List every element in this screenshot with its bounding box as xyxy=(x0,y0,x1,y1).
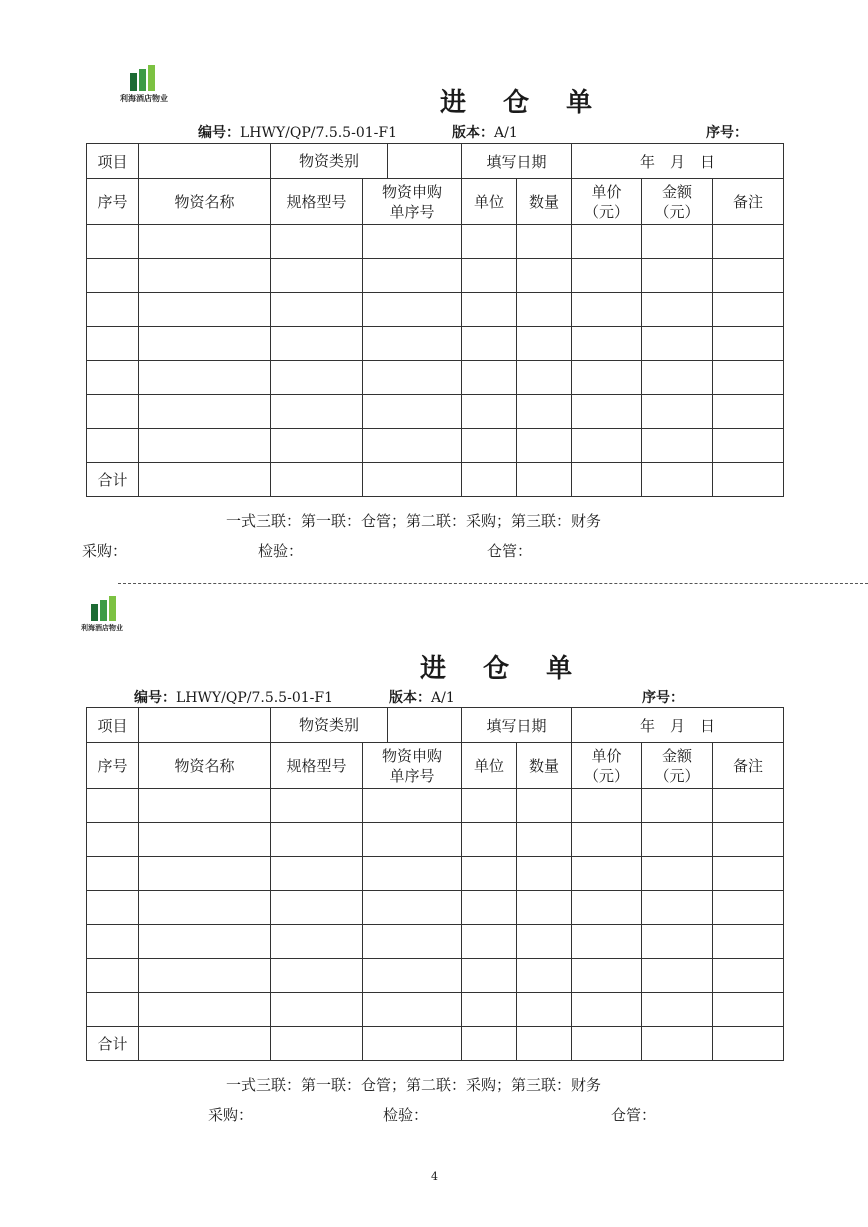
version xyxy=(452,122,518,142)
table-cell[interactable] xyxy=(271,891,363,925)
col-price xyxy=(572,743,642,789)
table-cell[interactable] xyxy=(462,361,517,395)
table-cell[interactable] xyxy=(713,789,784,823)
table-cell[interactable] xyxy=(462,429,517,463)
col-qty: 数量 xyxy=(517,179,572,225)
code-value: LHWY/QP/7.5.5-01-F1 xyxy=(240,125,397,141)
table-cell[interactable] xyxy=(713,823,784,857)
table-row xyxy=(87,993,784,1027)
table-cell[interactable] xyxy=(139,891,271,925)
table-cell[interactable] xyxy=(462,959,517,993)
code-value: LHWY/QP/7.5.5-01-F1 xyxy=(176,690,333,706)
col-unit: 单位 xyxy=(462,179,517,225)
table-cell[interactable] xyxy=(517,925,572,959)
table-cell[interactable] xyxy=(572,959,642,993)
date-label: 填写日期 xyxy=(462,708,572,743)
table-cell[interactable] xyxy=(363,395,462,429)
table-cell[interactable] xyxy=(462,891,517,925)
table-cell[interactable] xyxy=(271,959,363,993)
company-logo xyxy=(80,596,150,636)
version-value: A/1 xyxy=(494,125,518,141)
col-spec: 规格型号 xyxy=(271,743,363,789)
col-requisition-line1: 物资申购 xyxy=(381,746,442,765)
logo-text: 利海酒店物业 xyxy=(81,624,123,632)
table-cell[interactable] xyxy=(713,925,784,959)
total-cell[interactable] xyxy=(139,463,271,497)
col-requisition-line2: 单序号 xyxy=(389,202,435,221)
table-cell[interactable] xyxy=(271,925,363,959)
table-cell[interactable] xyxy=(87,429,139,463)
table-cell[interactable] xyxy=(363,327,462,361)
table-cell[interactable] xyxy=(572,259,642,293)
table-cell[interactable] xyxy=(462,225,517,259)
code-label: 编号： xyxy=(134,690,176,706)
col-requisition-line2: 单序号 xyxy=(389,766,435,785)
table-cell[interactable] xyxy=(271,259,363,293)
table-row xyxy=(87,327,784,361)
table-cell[interactable] xyxy=(462,327,517,361)
table-cell[interactable] xyxy=(517,293,572,327)
table-cell[interactable] xyxy=(572,327,642,361)
table-cell[interactable] xyxy=(271,225,363,259)
table-cell[interactable] xyxy=(363,429,462,463)
col-amount-line1: 金额 xyxy=(662,182,693,201)
total-label: 合计 xyxy=(87,463,139,497)
table-row xyxy=(87,293,784,327)
table-row xyxy=(87,789,784,823)
table-cell[interactable] xyxy=(642,823,713,857)
table-row xyxy=(87,429,784,463)
table-body xyxy=(87,225,784,463)
receipt-table xyxy=(86,143,784,497)
sign-purchase: 采购： xyxy=(82,542,128,560)
table-cell[interactable] xyxy=(572,395,642,429)
col-unit: 单位 xyxy=(462,743,517,789)
col-name: 物资名称 xyxy=(139,743,271,789)
copies-note: 一式三联：第一联：仓管；第二联：采购；第三联：财务 xyxy=(226,1076,602,1094)
table-cell[interactable] xyxy=(271,293,363,327)
col-price-line1: 单价 xyxy=(591,182,622,201)
col-remark: 备注 xyxy=(713,179,784,225)
table-cell[interactable] xyxy=(713,327,784,361)
table-cell[interactable] xyxy=(642,429,713,463)
col-price-line2: （元） xyxy=(584,202,630,221)
table-cell[interactable] xyxy=(517,395,572,429)
version-label: 版本： xyxy=(452,125,494,141)
table-cell[interactable] xyxy=(363,789,462,823)
col-amount-line2: （元） xyxy=(654,766,700,785)
table-cell[interactable] xyxy=(87,789,139,823)
serial-label: 序号： xyxy=(706,125,748,141)
table-row xyxy=(87,857,784,891)
table-cell[interactable] xyxy=(363,293,462,327)
table-cell[interactable] xyxy=(642,891,713,925)
table-cell[interactable] xyxy=(462,993,517,1027)
page-number: 4 xyxy=(431,1170,438,1183)
table-cell[interactable] xyxy=(139,327,271,361)
table-cell[interactable] xyxy=(139,925,271,959)
table-cell[interactable] xyxy=(713,429,784,463)
total-cell[interactable] xyxy=(572,463,642,497)
date-label: 填写日期 xyxy=(462,144,572,179)
form-title: 进 仓 单 xyxy=(440,88,607,118)
sign-warehouse: 仓管： xyxy=(611,1106,657,1124)
table-cell[interactable] xyxy=(572,361,642,395)
table-cell[interactable] xyxy=(139,993,271,1027)
table-cell[interactable] xyxy=(572,293,642,327)
table-cell[interactable] xyxy=(87,993,139,1027)
total-cell[interactable] xyxy=(713,1027,784,1061)
serial xyxy=(642,687,684,707)
table-cell[interactable] xyxy=(363,259,462,293)
table-cell[interactable] xyxy=(517,327,572,361)
table-cell[interactable] xyxy=(642,225,713,259)
version-value: A/1 xyxy=(431,690,455,706)
table-cell[interactable] xyxy=(139,959,271,993)
table-cell[interactable] xyxy=(271,993,363,1027)
table-cell[interactable] xyxy=(572,823,642,857)
table-row xyxy=(87,891,784,925)
version xyxy=(389,687,455,707)
table-row xyxy=(87,225,784,259)
serial xyxy=(706,122,748,142)
table-cell[interactable] xyxy=(642,361,713,395)
table-cell[interactable] xyxy=(139,259,271,293)
table-cell[interactable] xyxy=(87,959,139,993)
table-cell[interactable] xyxy=(363,891,462,925)
table-cell[interactable] xyxy=(517,259,572,293)
version-label: 版本： xyxy=(389,690,431,706)
total-cell[interactable] xyxy=(271,1027,363,1061)
logo-text: 利海酒店物业 xyxy=(120,94,168,103)
sign-warehouse: 仓管： xyxy=(487,542,533,560)
table-cell[interactable] xyxy=(713,857,784,891)
table-cell[interactable] xyxy=(363,993,462,1027)
category-cell xyxy=(271,144,462,179)
form-title: 进 仓 单 xyxy=(420,654,587,684)
table-cell[interactable] xyxy=(713,993,784,1027)
table-cell[interactable] xyxy=(713,959,784,993)
table-cell[interactable] xyxy=(363,959,462,993)
table-row xyxy=(87,925,784,959)
table-cell[interactable] xyxy=(462,789,517,823)
table-cell[interactable] xyxy=(642,259,713,293)
table-row xyxy=(87,959,784,993)
col-seq: 序号 xyxy=(87,179,139,225)
item-input[interactable] xyxy=(139,708,271,743)
category-input[interactable] xyxy=(388,708,461,742)
table-cell[interactable] xyxy=(517,225,572,259)
sign-purchase: 采购： xyxy=(208,1106,254,1124)
table-cell[interactable] xyxy=(642,327,713,361)
item-label: 项目 xyxy=(87,708,139,743)
company-logo xyxy=(118,64,188,104)
table-cell[interactable] xyxy=(642,789,713,823)
table-cell[interactable] xyxy=(462,857,517,891)
table-cell[interactable] xyxy=(462,259,517,293)
table-cell[interactable] xyxy=(572,225,642,259)
table-cell[interactable] xyxy=(139,395,271,429)
col-amount xyxy=(642,743,713,789)
table-cell[interactable] xyxy=(87,857,139,891)
table-cell[interactable] xyxy=(87,327,139,361)
table-cell[interactable] xyxy=(713,395,784,429)
table-cell[interactable] xyxy=(87,395,139,429)
table-row xyxy=(87,395,784,429)
cut-line xyxy=(118,583,868,584)
table-cell[interactable] xyxy=(139,293,271,327)
total-cell[interactable] xyxy=(139,1027,271,1061)
table-cell[interactable] xyxy=(462,395,517,429)
table-cell[interactable] xyxy=(363,361,462,395)
table-cell[interactable] xyxy=(517,429,572,463)
table-cell[interactable] xyxy=(572,857,642,891)
date-value[interactable]: 年 月 日 xyxy=(572,144,784,179)
copies-note: 一式三联：第一联：仓管；第二联：采购；第三联：财务 xyxy=(226,512,602,530)
col-spec: 规格型号 xyxy=(271,179,363,225)
table-cell[interactable] xyxy=(713,891,784,925)
sign-inspect: 检验： xyxy=(383,1106,429,1124)
table-cell[interactable] xyxy=(271,789,363,823)
table-cell[interactable] xyxy=(87,259,139,293)
col-price xyxy=(572,179,642,225)
table-cell[interactable] xyxy=(139,857,271,891)
table-cell[interactable] xyxy=(363,857,462,891)
total-cell[interactable] xyxy=(462,1027,517,1061)
category-input[interactable] xyxy=(388,144,461,178)
category-label: 物资类别 xyxy=(271,708,388,742)
table-cell[interactable] xyxy=(363,225,462,259)
col-amount xyxy=(642,179,713,225)
form-meta-row xyxy=(198,122,397,142)
table-cell[interactable] xyxy=(642,993,713,1027)
table-cell[interactable] xyxy=(572,993,642,1027)
table-cell[interactable] xyxy=(139,429,271,463)
item-input[interactable] xyxy=(139,144,271,179)
category-cell xyxy=(271,708,462,743)
table-cell[interactable] xyxy=(139,225,271,259)
table-cell[interactable] xyxy=(713,361,784,395)
total-cell[interactable] xyxy=(572,1027,642,1061)
col-price-line1: 单价 xyxy=(591,746,622,765)
table-cell[interactable] xyxy=(271,395,363,429)
col-qty: 数量 xyxy=(517,743,572,789)
total-cell[interactable] xyxy=(642,1027,713,1061)
table-cell[interactable] xyxy=(642,857,713,891)
date-value[interactable]: 年 月 日 xyxy=(572,708,784,743)
table-row xyxy=(87,823,784,857)
col-requisition xyxy=(363,743,462,789)
receipt-table xyxy=(86,707,784,1061)
table-cell[interactable] xyxy=(87,823,139,857)
total-label: 合计 xyxy=(87,1027,139,1061)
code-label: 编号： xyxy=(198,125,240,141)
table-cell[interactable] xyxy=(462,293,517,327)
col-requisition xyxy=(363,179,462,225)
table-cell[interactable] xyxy=(572,789,642,823)
table-cell[interactable] xyxy=(139,361,271,395)
table-cell[interactable] xyxy=(87,225,139,259)
table-cell[interactable] xyxy=(87,891,139,925)
table-cell[interactable] xyxy=(517,823,572,857)
table-cell[interactable] xyxy=(517,891,572,925)
col-requisition-line1: 物资申购 xyxy=(381,182,442,201)
table-cell[interactable] xyxy=(517,361,572,395)
table-cell[interactable] xyxy=(271,823,363,857)
table-cell[interactable] xyxy=(139,823,271,857)
table-cell[interactable] xyxy=(87,925,139,959)
table-cell[interactable] xyxy=(271,361,363,395)
item-label: 项目 xyxy=(87,144,139,179)
table-cell[interactable] xyxy=(462,925,517,959)
table-body xyxy=(87,789,784,1027)
table-cell[interactable] xyxy=(517,959,572,993)
table-cell[interactable] xyxy=(139,789,271,823)
col-seq: 序号 xyxy=(87,743,139,789)
table-cell[interactable] xyxy=(517,789,572,823)
table-row xyxy=(87,259,784,293)
col-amount-line1: 金额 xyxy=(662,746,693,765)
table-cell[interactable] xyxy=(642,959,713,993)
col-remark: 备注 xyxy=(713,743,784,789)
total-cell[interactable] xyxy=(363,463,462,497)
table-cell[interactable] xyxy=(462,823,517,857)
col-price-line2: （元） xyxy=(584,766,630,785)
table-cell[interactable] xyxy=(517,993,572,1027)
table-cell[interactable] xyxy=(642,395,713,429)
total-cell[interactable] xyxy=(517,1027,572,1061)
total-cell[interactable] xyxy=(363,1027,462,1061)
serial-label: 序号： xyxy=(642,690,684,706)
total-cell[interactable] xyxy=(517,463,572,497)
total-cell[interactable] xyxy=(271,463,363,497)
table-cell[interactable] xyxy=(713,293,784,327)
sign-inspect: 检验： xyxy=(258,542,304,560)
table-cell[interactable] xyxy=(572,925,642,959)
table-cell[interactable] xyxy=(87,361,139,395)
table-row xyxy=(87,361,784,395)
table-cell[interactable] xyxy=(517,857,572,891)
category-label: 物资类别 xyxy=(271,144,388,178)
table-cell[interactable] xyxy=(713,259,784,293)
table-cell[interactable] xyxy=(572,891,642,925)
col-name: 物资名称 xyxy=(139,179,271,225)
table-cell[interactable] xyxy=(87,293,139,327)
table-cell[interactable] xyxy=(363,823,462,857)
table-cell[interactable] xyxy=(572,429,642,463)
table-cell[interactable] xyxy=(642,925,713,959)
form-meta-row xyxy=(134,687,333,707)
table-cell[interactable] xyxy=(713,225,784,259)
table-cell[interactable] xyxy=(642,293,713,327)
table-cell[interactable] xyxy=(271,429,363,463)
col-amount-line2: （元） xyxy=(654,202,700,221)
table-cell[interactable] xyxy=(271,857,363,891)
table-cell[interactable] xyxy=(271,327,363,361)
table-cell[interactable] xyxy=(363,925,462,959)
total-cell[interactable] xyxy=(642,463,713,497)
total-cell[interactable] xyxy=(462,463,517,497)
total-cell[interactable] xyxy=(713,463,784,497)
